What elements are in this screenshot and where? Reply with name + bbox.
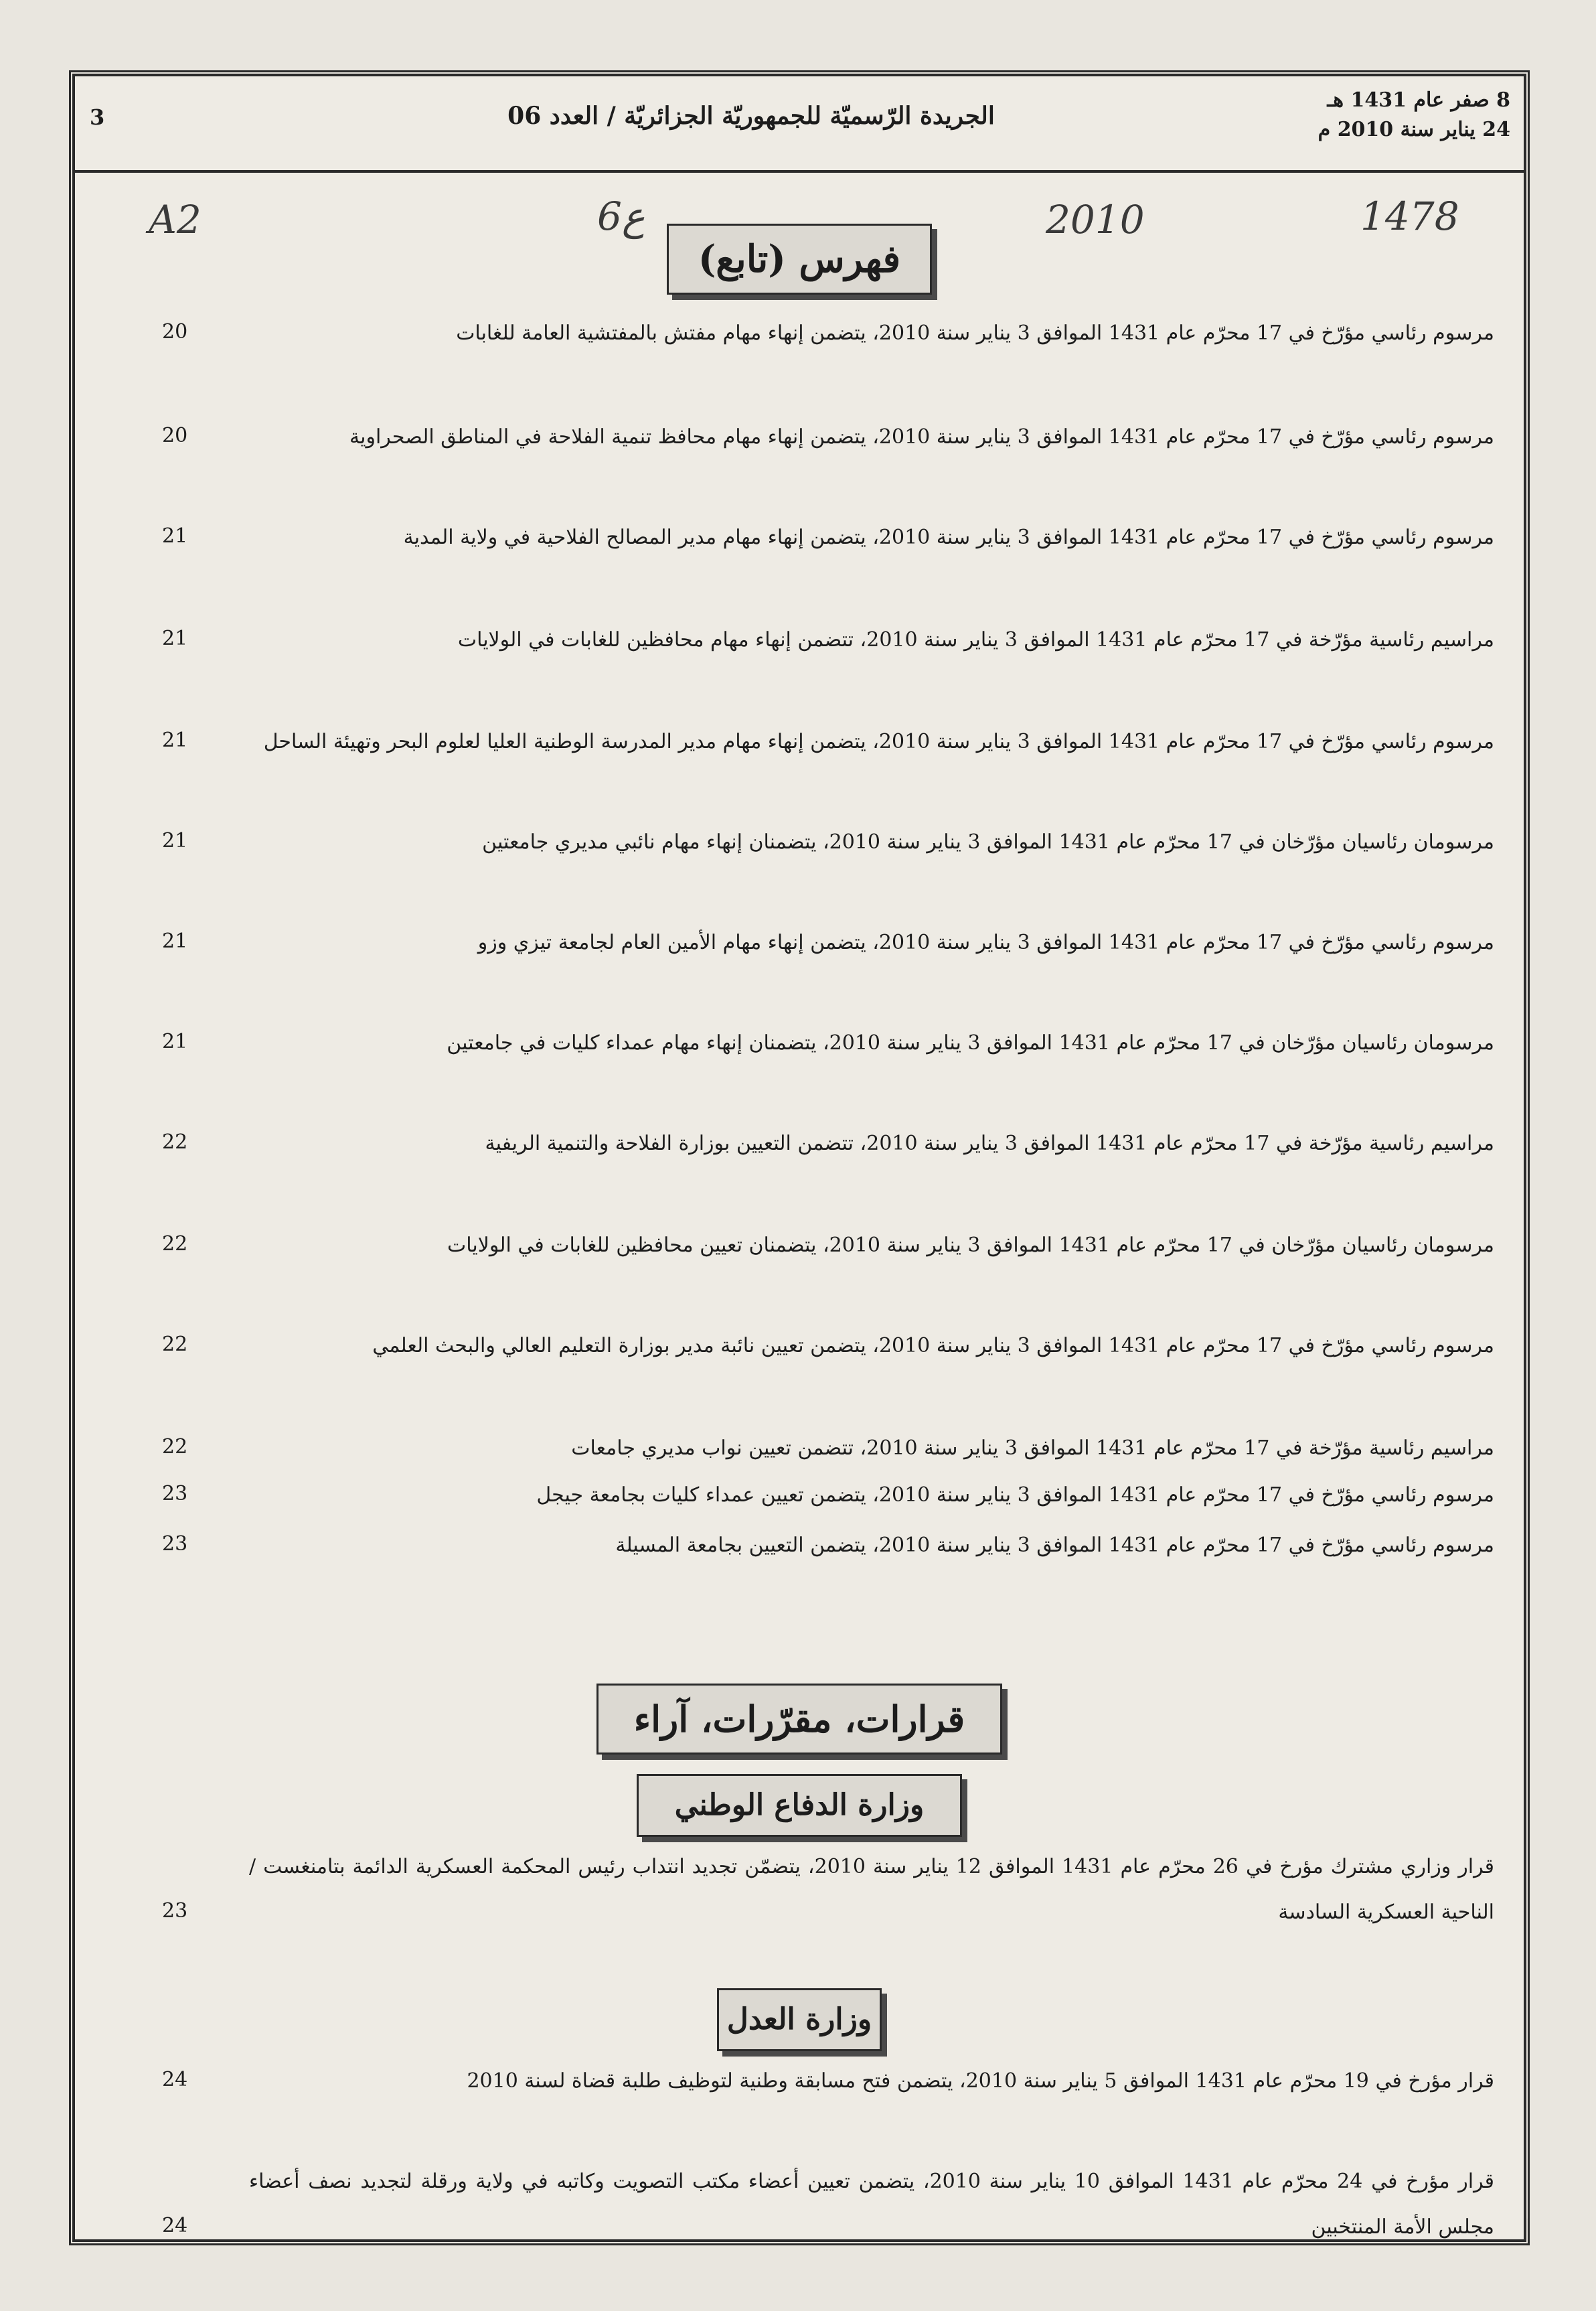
gazette-page	[72, 74, 1526, 2242]
header-dates	[1318, 86, 1510, 145]
toc-entry	[162, 1121, 1521, 1167]
toc-entry	[162, 1426, 1521, 1471]
toc-entry-page: 21	[162, 1030, 188, 1053]
toc-entry-text: مرسوم رئاسي مؤرّخ في 17 محرّم عام 1431 الموافق 3 يناير سنة 2010، يتضمن تعيين عمداء كليات بجامعة جيجل	[536, 1483, 1494, 1507]
toc-entry-page: 21	[162, 829, 188, 852]
toc-entry	[162, 1323, 1521, 1369]
toc-entry-page: 22	[162, 1232, 188, 1256]
toc-entry	[162, 1523, 1521, 1568]
toc-entry-page: 21	[162, 729, 188, 752]
toc-entry-page: 20	[162, 424, 188, 447]
toc-entry-page: 22	[162, 1130, 188, 1154]
toc-entry-text: مرسوم رئاسي مؤرّخ في 17 محرّم عام 1431 الموافق 3 يناير سنة 2010، يتضمن التعيين بجامعة المسيلة	[615, 1534, 1494, 1557]
toc-entry-page: 20	[162, 320, 188, 344]
toc-entry-text: مرسوم رئاسي مؤرّخ في 17 محرّم عام 1431 الموافق 3 يناير سنة 2010، يتضمن تعيين نائبة مدير بوزارة التعليم العالي والبحث العلمي	[372, 1334, 1494, 1357]
toc-entry-page: 21	[162, 929, 188, 953]
toc-entry-text: مرسومان رئاسيان مؤرّخان في 17 محرّم عام 1431 الموافق 3 يناير سنة 2010، يتضمنان إنهاء مهام عمداء كليات في جامعتين	[447, 1031, 1494, 1055]
ministry-heading-justice: وزارة العدل	[717, 1988, 882, 2051]
handwritten-note-year: 2010	[1046, 197, 1145, 242]
toc-entry	[162, 311, 1521, 356]
toc-entry	[162, 1844, 1521, 1935]
page-header	[75, 76, 1524, 173]
hijri-date: 8 صفر عام 1431 هـ	[1327, 88, 1510, 112]
toc-entry-page: 23	[162, 1532, 188, 1556]
toc-entry-page: 22	[162, 1333, 188, 1356]
toc-entry-text: قرار مؤرخ في 24 محرّم عام 1431 الموافق 10 يناير سنة 2010، يتضمن تعيين أعضاء مكتب التصويت وكاتبه في ولاية ورقلة لتجديد نصف أعضاء مجلس الأمة المنتخبين	[249, 2170, 1494, 2239]
toc-entry	[162, 820, 1521, 865]
toc-entry-text: مرسوم رئاسي مؤرّخ في 17 محرّم عام 1431 الموافق 3 يناير سنة 2010، يتضمن إنهاء مهام مفتش بالمفتشية العامة للغابات	[456, 321, 1494, 345]
toc-entry-text: مراسيم رئاسية مؤرّخة في 17 محرّم عام 1431 الموافق 3 يناير سنة 2010، تتضمن التعيين بوزارة الفلاحة والتنمية الريفية	[485, 1132, 1494, 1155]
page-number: 3	[90, 104, 105, 130]
toc-entry	[162, 719, 1521, 765]
toc-entry-text: مراسيم رئاسية مؤرّخة في 17 محرّم عام 1431 الموافق 3 يناير سنة 2010، تتضمن إنهاء مهام محافظين للغابات في الولايات	[457, 628, 1494, 652]
toc-entry-text: مرسومان رئاسيان مؤرّخان في 17 محرّم عام 1431 الموافق 3 يناير سنة 2010، يتضمنان إنهاء مهام نائبي مديري جامعتين	[482, 830, 1494, 854]
toc-entry-page: 21	[162, 627, 188, 650]
toc-entry-text: مرسوم رئاسي مؤرّخ في 17 محرّم عام 1431 الموافق 3 يناير سنة 2010، يتضمن إنهاء مهام مدير المدرسة الوطنية العليا لعلوم البحر وتهيئة الساحل	[263, 730, 1494, 753]
toc-entry-text: مرسوم رئاسي مؤرّخ في 17 محرّم عام 1431 الموافق 3 يناير سنة 2010، يتضمن إنهاء مهام مدير المصالح الفلاحية في ولاية المدية	[403, 526, 1494, 549]
toc-entry	[162, 617, 1521, 663]
toc-entry	[162, 2159, 1521, 2250]
toc-entry	[162, 1473, 1521, 1518]
toc-entry-text: قرار وزاري مشترك مؤرخ في 26 محرّم عام 1431 الموافق 12 يناير سنة 2010، يتضمّن تجديد انتداب رئيس المحكمة العسكرية الدائمة بتامنغست / الناحية العسكرية السادسة	[249, 1855, 1495, 1924]
toc-entry	[162, 515, 1521, 561]
toc-entry-page: 21	[162, 524, 188, 548]
gregorian-date: 24 يناير سنة 2010 م	[1318, 118, 1510, 141]
toc-entry-text: مرسوم رئاسي مؤرّخ في 17 محرّم عام 1431 الموافق 3 يناير سنة 2010، يتضمن إنهاء مهام محافظ تنمية الفلاحة في المناطق الصحراوية	[349, 425, 1494, 449]
toc-entry-page: 22	[162, 1435, 188, 1459]
toc-entry-text: مرسومان رئاسيان مؤرّخان في 17 محرّم عام 1431 الموافق 3 يناير سنة 2010، يتضمنان تعيين محافظين للغابات في الولايات	[447, 1234, 1494, 1257]
handwritten-note-a2: A2	[149, 197, 202, 242]
toc-entry-text: مراسيم رئاسية مؤرّخة في 17 محرّم عام 1431 الموافق 3 يناير سنة 2010، تتضمن تعيين نواب مديري جامعات	[571, 1436, 1494, 1460]
toc-entry-page: 24	[162, 2068, 188, 2091]
section-banner: قرارات، مقرّرات، آراء	[596, 1684, 1002, 1755]
toc-banner: فهرس (تابع)	[667, 224, 932, 295]
toc-entry	[162, 2059, 1521, 2104]
handwritten-note-6: 6ع	[597, 194, 645, 239]
toc-entry	[162, 1223, 1521, 1268]
toc-entry-text: مرسوم رئاسي مؤرّخ في 17 محرّم عام 1431 الموافق 3 يناير سنة 2010، يتضمن إنهاء مهام الأمين العام لجامعة تيزي وزو	[477, 931, 1494, 954]
toc-entry-page: 24	[162, 2214, 188, 2237]
toc-entry	[162, 415, 1521, 460]
gazette-title: الجريدة الرّسميّة للجمهوريّة الجزائريّة / العدد 06	[507, 102, 995, 130]
toc-entry-page: 23	[162, 1482, 188, 1505]
toc-entry	[162, 1021, 1521, 1066]
ministry-heading-defense: وزارة الدفاع الوطني	[637, 1774, 962, 1837]
handwritten-note-number: 1478	[1360, 194, 1459, 239]
toc-entry	[162, 920, 1521, 966]
toc-entry-text: قرار مؤرخ في 19 محرّم عام 1431 الموافق 5 يناير سنة 2010، يتضمن فتح مسابقة وطنية لتوظيف طلبة قضاة لسنة 2010	[467, 2069, 1494, 2093]
toc-entry-page: 23	[162, 1899, 188, 1923]
